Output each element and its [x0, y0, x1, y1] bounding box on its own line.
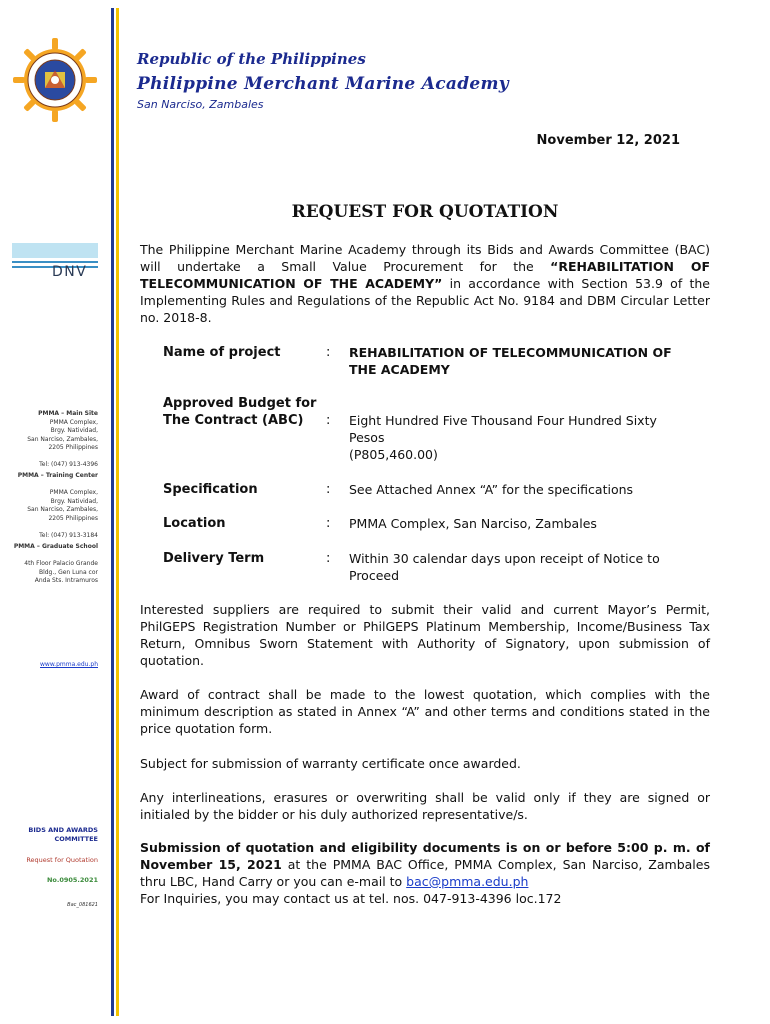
- main-site-address: 2205 Philippines: [48, 444, 98, 451]
- email-link[interactable]: bac@pmma.edu.ph: [406, 874, 529, 889]
- delivery-term-line: Within 30 calendar days upon receipt of Notice to: [349, 551, 660, 566]
- main-site-address: Brgy. Natividad,: [50, 427, 98, 434]
- delivery-term-label: Delivery Term: [163, 551, 265, 566]
- specification-value: See Attached Annex “A” for the specifications: [349, 482, 634, 497]
- yellow-margin-line: [116, 8, 119, 1016]
- reference-code: Bac_081621: [67, 902, 98, 908]
- training-address: 2205 Philippines: [48, 514, 98, 522]
- project-name-label: Name of project: [163, 345, 281, 360]
- training-address: PMMA Complex,: [49, 489, 98, 496]
- location-value: PMMA Complex, San Narciso, Zambales: [349, 516, 597, 531]
- location-label: Location: [163, 516, 226, 531]
- main-site-title: PMMA – Main Site: [38, 410, 98, 417]
- grad-title: PMMA – Graduate School: [13, 543, 98, 550]
- colon: :: [326, 413, 331, 428]
- delivery-term-value: [349, 550, 709, 584]
- grad-address: Bldg., Gen Luna cor: [38, 568, 98, 576]
- intro-text: The Philippine Merchant Marine Academy through its Bids and Awards Committee (BAC) will undertake a Small Value Procurement for the: [140, 242, 710, 274]
- submission-text: at the PMMA BAC Office, PMMA Complex, San Narciso, Zambales thru LBC, Hand Carry or you can e-mail to: [140, 857, 710, 889]
- document-title: REQUEST FOR QUOTATION: [291, 202, 559, 222]
- sidebar-main-site: [8, 410, 98, 470]
- abc-label: [163, 395, 323, 429]
- submission-deadline: Submission of quotation and eligibility documents is on or before 5:00 p. m. of November 15, 2021: [140, 840, 710, 872]
- bac-line: COMMITTEE: [54, 835, 98, 843]
- training-address: San Narciso, Zambales,: [27, 506, 98, 513]
- suppliers-paragraph: Interested suppliers are required to submit their valid and current Mayor’s Permit, PhilGEPS Registration Number or PhilGEPS Platinum Membership, Income/Business Tax Return, Omnibus Sworn Statement with Authority of Signatory, upon submission of quotation.: [140, 602, 710, 668]
- bac-line: BIDS AND AWARDS: [28, 826, 98, 834]
- document-date: November 12, 2021: [536, 133, 680, 148]
- project-name-value: REHABILITATION OF TELECOMMUNICATION OF THE ACADEMY: [349, 345, 672, 377]
- warranty-paragraph: Subject for submission of warranty certificate once awarded.: [140, 756, 521, 771]
- abc-value-line: Pesos: [349, 430, 385, 445]
- training-title: PMMA – Training Center: [17, 472, 98, 479]
- colon: :: [326, 345, 331, 360]
- republic-heading: Republic of the Philippines: [137, 50, 366, 68]
- academy-location: San Narciso, Zambales: [137, 98, 264, 111]
- grad-address: Anda Sts. Intramuros: [34, 577, 98, 584]
- intro-text: in accordance with Section 53.9 of the Implementing Rules and Regulations of the Republic Act No. 9184 and DBM Circular Letter no. 2018-8.: [140, 276, 710, 325]
- abc-value-line: Eight Hundred Five Thousand Four Hundred Sixty: [349, 413, 657, 428]
- colon: :: [326, 551, 331, 566]
- reference-number: No.0905.2021: [46, 876, 98, 884]
- bac-label: [8, 826, 98, 844]
- blue-margin-line: [111, 8, 114, 1016]
- intro-project-name: “REHABILITATION OF TELECOMMUNICATION OF THE ACADEMY”: [140, 259, 710, 291]
- academy-heading: Philippine Merchant Marine Academy: [137, 74, 509, 94]
- grad-address: 4th Floor Palacio Grande: [24, 560, 98, 567]
- abc-label-line: The Contract (ABC): [163, 413, 304, 428]
- intro-paragraph: [140, 241, 710, 326]
- pmma-seal-logo: [12, 37, 98, 123]
- inquiries-text: For Inquiries, you may contact us at tel. nos. 047-913-4396 loc.172: [140, 891, 562, 906]
- abc-value-line: (P805,460.00): [349, 447, 438, 462]
- colon: :: [326, 516, 331, 531]
- specification-label: Specification: [163, 482, 258, 497]
- main-site-address: San Narciso, Zambales,: [27, 435, 98, 443]
- main-site-tel: Tel: (047) 913-4396: [39, 461, 98, 468]
- abc-value: [349, 412, 709, 463]
- award-paragraph: Award of contract shall be made to the lowest quotation, which complies with the minimum description as stated in Annex “A” and other terms and conditions stated in the price quotation form.: [140, 687, 710, 736]
- interlineations-paragraph: Any interlineations, erasures or overwriting shall be valid only if they are signed or initialed by the bidder or his duly authorized representative/s.: [140, 790, 710, 822]
- rfq-label: Request for Quotation: [26, 856, 98, 864]
- sidebar-graduate-school: [8, 543, 98, 586]
- submission-paragraph: [140, 839, 710, 907]
- colon: :: [326, 482, 331, 497]
- dnv-certification-logo: DNV: [52, 264, 88, 280]
- delivery-term-line: Proceed: [349, 568, 400, 583]
- training-address: Brgy. Natividad,: [50, 497, 98, 505]
- sidebar-training-center: [8, 472, 98, 540]
- abc-label-line: Approved Budget for: [163, 396, 317, 411]
- website-link[interactable]: www.pmma.edu.ph: [40, 661, 98, 668]
- main-site-address: PMMA Complex,: [49, 418, 98, 426]
- training-tel: Tel: (047) 913-3184: [39, 531, 98, 539]
